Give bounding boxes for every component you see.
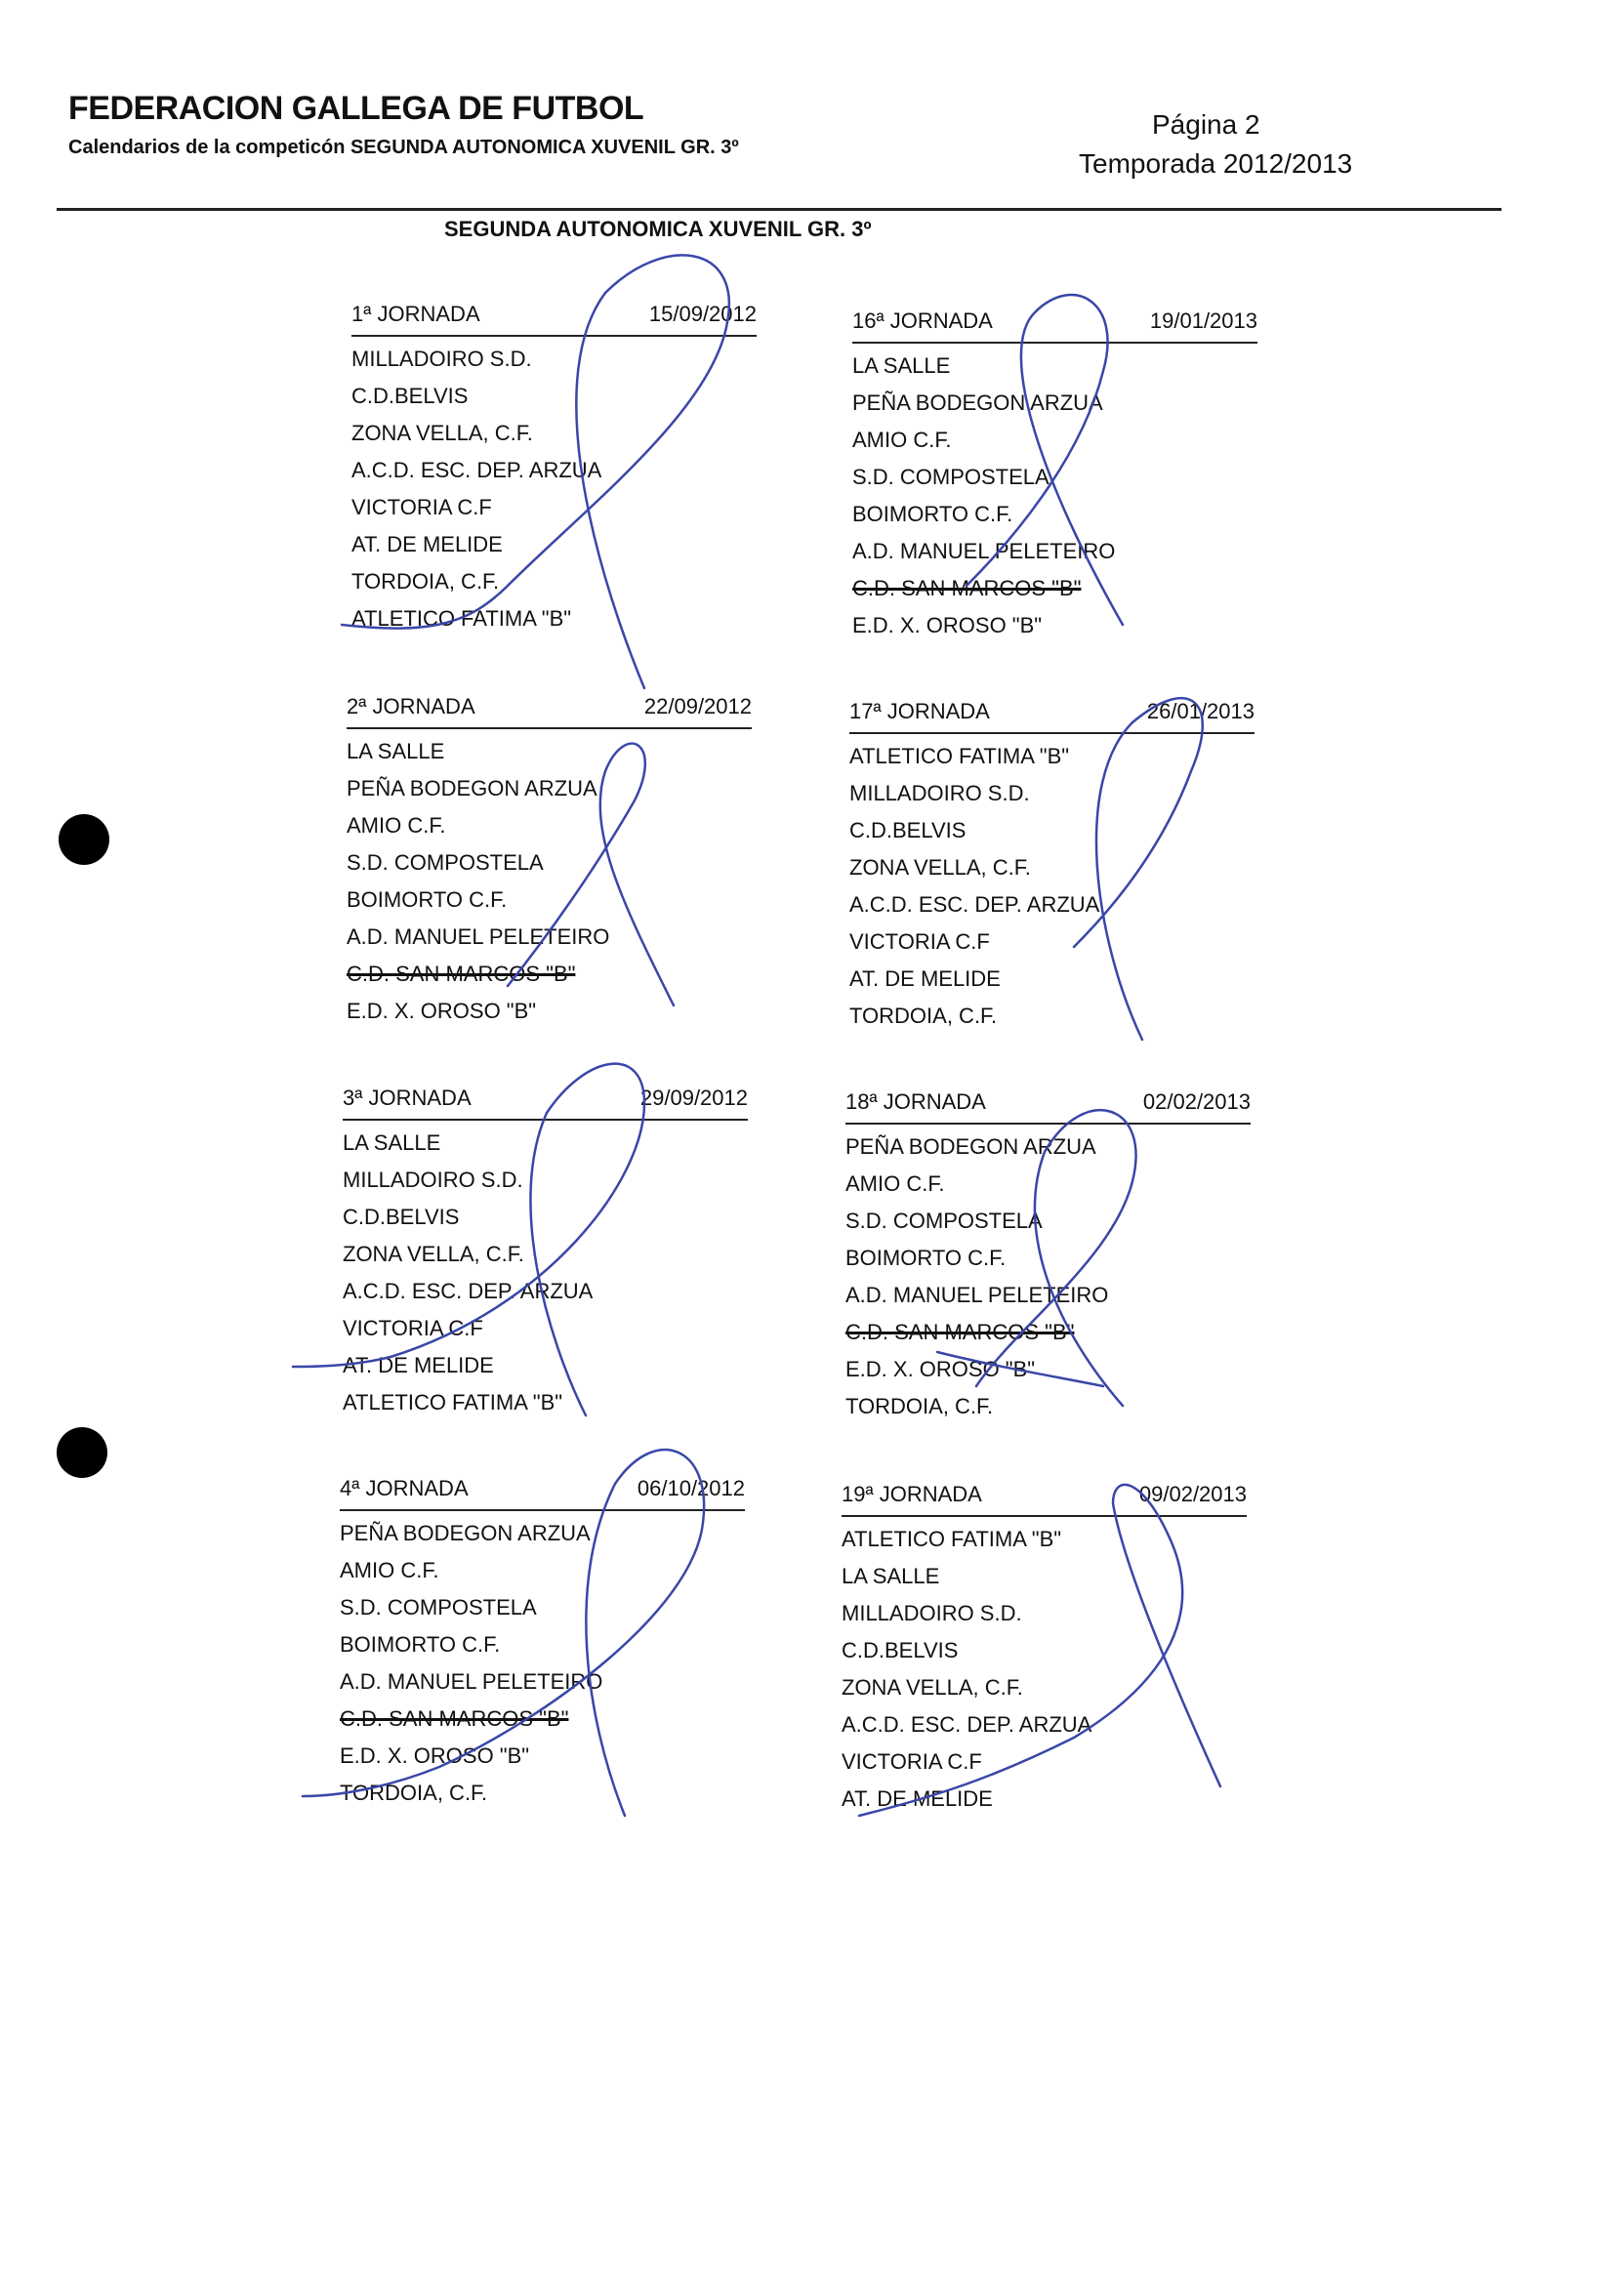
round-block <box>849 699 1255 1035</box>
team-item: VICTORIA C.F <box>343 1316 483 1340</box>
round-block <box>852 308 1257 644</box>
federation-title: FEDERACION GALLEGA DE FUTBOL <box>68 90 644 127</box>
team-item: AT. DE MELIDE <box>343 1353 494 1377</box>
team-item: BOIMORTO C.F. <box>852 502 1013 526</box>
punch-hole <box>59 814 109 865</box>
team-item: ATLETICO FATIMA "B" <box>849 744 1070 768</box>
team-item: S.D. COMPOSTELA <box>845 1209 1043 1233</box>
team-item: A.D. MANUEL PELETEIRO <box>845 1283 1109 1307</box>
team-item: AMIO C.F. <box>340 1558 439 1582</box>
team-item: E.D. X. OROSO "B" <box>845 1357 1036 1381</box>
team-item-struck: C.D. SAN MARCOS "B" <box>845 1320 1075 1344</box>
team-item: S.D. COMPOSTELA <box>347 850 544 875</box>
round-divider <box>852 342 1257 344</box>
team-item: A.C.D. ESC. DEP. ARZUA <box>343 1279 594 1303</box>
team-item: VICTORIA C.F <box>842 1749 982 1774</box>
round-name: 2ª JORNADA <box>347 694 475 718</box>
team-item: MILLADOIRO S.D. <box>343 1168 523 1192</box>
team-item: A.D. MANUEL PELETEIRO <box>852 539 1116 563</box>
team-item: VICTORIA C.F <box>351 495 492 519</box>
round-divider <box>343 1119 748 1121</box>
team-item: LA SALLE <box>343 1130 441 1155</box>
header-divider <box>57 208 1502 211</box>
round-name: 18ª JORNADA <box>845 1089 986 1114</box>
team-item: MILLADOIRO S.D. <box>351 347 532 371</box>
team-item: AT. DE MELIDE <box>351 532 503 556</box>
team-item: AMIO C.F. <box>852 428 952 452</box>
round-name: 17ª JORNADA <box>849 699 990 723</box>
round-block <box>343 1086 748 1421</box>
team-item: ATLETICO FATIMA "B" <box>343 1390 563 1414</box>
team-item: TORDOIA, C.F. <box>849 1004 998 1028</box>
team-item: PEÑA BODEGON ARZUA <box>845 1134 1096 1159</box>
team-item: C.D.BELVIS <box>849 818 967 842</box>
round-block <box>340 1476 745 1812</box>
round-date: 29/09/2012 <box>639 1086 748 1110</box>
team-item: ZONA VELLA, C.F. <box>343 1242 524 1266</box>
round-block <box>842 1482 1247 1818</box>
round-date: 19/01/2013 <box>1149 308 1257 333</box>
round-date: 06/10/2012 <box>637 1476 745 1500</box>
round-name: 1ª JORNADA <box>351 302 480 326</box>
team-item: E.D. X. OROSO "B" <box>852 613 1043 637</box>
team-item: AMIO C.F. <box>845 1171 945 1196</box>
team-item: C.D.BELVIS <box>842 1638 959 1662</box>
punch-hole <box>57 1427 107 1478</box>
team-item: ATLETICO FATIMA "B" <box>351 606 572 631</box>
round-date: 09/02/2013 <box>1138 1482 1247 1506</box>
round-divider <box>845 1123 1251 1125</box>
competition-subtitle: Calendarios de la competicón SEGUNDA AUTONOMICA XUVENIL GR. 3º <box>68 137 739 158</box>
team-item: TORDOIA, C.F. <box>340 1781 488 1805</box>
team-item: VICTORIA C.F <box>849 929 990 954</box>
round-divider <box>347 727 752 729</box>
round-name: 3ª JORNADA <box>343 1086 472 1110</box>
team-item: A.C.D. ESC. DEP. ARZUA <box>849 892 1100 917</box>
round-divider <box>849 732 1255 734</box>
round-name: 19ª JORNADA <box>842 1482 982 1506</box>
team-item: LA SALLE <box>852 353 951 378</box>
round-name: 16ª JORNADA <box>852 308 993 333</box>
team-item: LA SALLE <box>842 1564 940 1588</box>
round-divider <box>842 1515 1247 1517</box>
team-item: S.D. COMPOSTELA <box>340 1595 537 1620</box>
round-name: 4ª JORNADA <box>340 1476 469 1500</box>
team-item: E.D. X. OROSO "B" <box>340 1743 530 1768</box>
team-item: A.D. MANUEL PELETEIRO <box>347 924 610 949</box>
team-item: BOIMORTO C.F. <box>340 1632 501 1657</box>
round-date: 15/09/2012 <box>648 302 757 326</box>
season-label: Temporada 2012/2013 <box>1079 148 1353 179</box>
team-item: ZONA VELLA, C.F. <box>849 855 1031 880</box>
team-item: ATLETICO FATIMA "B" <box>842 1527 1062 1551</box>
team-item: TORDOIA, C.F. <box>351 569 500 594</box>
team-item: C.D.BELVIS <box>343 1205 460 1229</box>
team-item: A.C.D. ESC. DEP. ARZUA <box>351 458 602 482</box>
team-item: PEÑA BODEGON ARZUA <box>340 1521 591 1545</box>
round-block <box>347 694 752 1030</box>
team-item: MILLADOIRO S.D. <box>849 781 1030 805</box>
team-item: LA SALLE <box>347 739 445 763</box>
round-block <box>845 1089 1251 1425</box>
team-item: ZONA VELLA, C.F. <box>351 421 533 445</box>
round-divider <box>340 1509 745 1511</box>
team-item: A.D. MANUEL PELETEIRO <box>340 1669 603 1694</box>
team-item: AT. DE MELIDE <box>842 1786 993 1811</box>
round-date: 02/02/2013 <box>1142 1089 1251 1114</box>
round-date: 26/01/2013 <box>1146 699 1255 723</box>
team-item: C.D.BELVIS <box>351 384 469 408</box>
team-item: S.D. COMPOSTELA <box>852 465 1049 489</box>
team-item: PEÑA BODEGON ARZUA <box>347 776 597 800</box>
round-divider <box>351 335 757 337</box>
team-item: E.D. X. OROSO "B" <box>347 999 537 1023</box>
team-item-struck: C.D. SAN MARCOS "B" <box>347 962 576 986</box>
team-item-struck: C.D. SAN MARCOS "B" <box>340 1706 569 1731</box>
team-item: BOIMORTO C.F. <box>347 887 508 912</box>
team-item: ZONA VELLA, C.F. <box>842 1675 1023 1700</box>
team-item: PEÑA BODEGON ARZUA <box>852 390 1103 415</box>
team-item-struck: C.D. SAN MARCOS "B" <box>852 576 1082 600</box>
page-number: Página 2 <box>1152 109 1260 140</box>
team-item: AT. DE MELIDE <box>849 966 1001 991</box>
section-title: SEGUNDA AUTONOMICA XUVENIL GR. 3º <box>444 217 872 241</box>
team-item: AMIO C.F. <box>347 813 446 838</box>
team-item: A.C.D. ESC. DEP. ARZUA <box>842 1712 1092 1737</box>
team-item: MILLADOIRO S.D. <box>842 1601 1022 1625</box>
team-item: TORDOIA, C.F. <box>845 1394 994 1418</box>
round-block <box>351 302 757 637</box>
team-item: BOIMORTO C.F. <box>845 1246 1007 1270</box>
round-date: 22/09/2012 <box>643 694 752 718</box>
